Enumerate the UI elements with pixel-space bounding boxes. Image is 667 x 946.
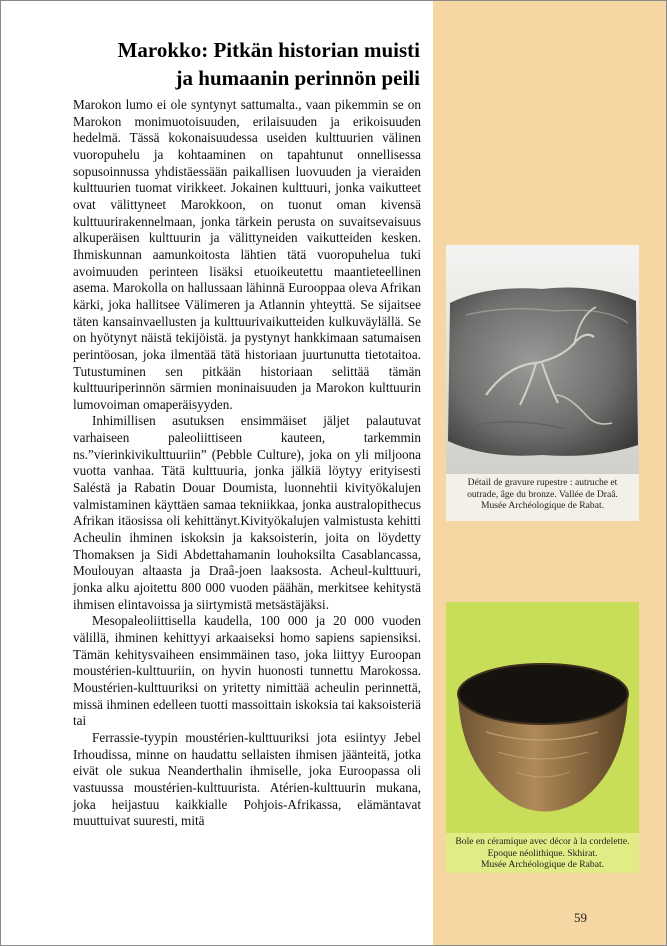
petroglyph-photo — [446, 245, 639, 474]
petroglyph-caption-line-2: outrade, âge du bronze. Vallée de Draâ. — [467, 488, 618, 500]
petroglyph-caption-line-3: Musée Archéologique de Rabat. — [480, 500, 605, 511]
paragraph-3: Mesopaleoliittisella kaudella, 100 000 ja 20 000 vuoden välillä, ihminen kehittyyi arkaaiseksi homo sapiens sapiensiksi. Tämän kehitysvaiheen ensimmäinen taso, joka liittyy Euroopan moustérien-kulttuuriin, on hyvin huonosti tunnettu Marokossa. Moustérien-kulttuuriksi on yritetty nimittää acheulin perinnettä, missä ihminen edelleen tuotti massoittain iskoksia tai kaksoisteriä tai — [73, 613, 421, 729]
article-title — [70, 36, 420, 92]
page-number: 59 — [574, 910, 587, 925]
petroglyph-caption — [446, 474, 639, 521]
bowl-caption-line-2: Epoque néolithique. Skhirat. — [487, 847, 598, 859]
bowl-figure — [446, 602, 639, 873]
bowl-caption — [446, 833, 639, 873]
title-line-1: Marokko: Pitkän historian muisti — [117, 38, 420, 62]
article-body — [73, 97, 421, 830]
paragraph-2: Inhimillisen asutuksen ensimmäiset jäljet palautuvat varhaiseen paleoliittiseen kauteen, tarkemmin ns.”vierinkivikulttuuriin” (Pebble Culture), joka on yli miljoona vuotta vanhaa. Tätä kulttuuria, jonka jälkiä löytyy erityisesti Saléstä ja Rabatin Douar Doumista, luonnehtii kivityökalujen valmistaminen käyttäen samaa tekniikkaa, jonka australopithecus Afrikan itäosissa oli kehittänyt.Kivityökalujen valmistusta kehitti Acheulin ihminen iskoksin ja kaksoisterin, joita on löydetty Thomaksen ja Sidi Abdettahamanin louhoksilta Casablancassa, Moulouyan altaasta ja Draâ-joen laaksosta. Acheul-kulttuuri, jonka alku ajoitettu 800 000 vuoden päähän, merkitsee kehitystä ihmisen elintavoissa ja siirtymistä metsästäjäksi. — [73, 413, 421, 612]
title-line-2: ja humaanin perinnön peili — [175, 66, 420, 90]
petroglyph-figure — [446, 245, 639, 521]
bowl-caption-line-1: Bole en céramique avec décor à la cordelette. — [455, 836, 630, 847]
bowl-caption-line-3: Musée Archéologique de Rabat. — [480, 859, 605, 870]
petroglyph-caption-line-1: Détail de gravure rupestre : autruche et — [467, 477, 618, 488]
bowl-photo — [446, 602, 639, 833]
paragraph-1: Marokon lumo ei ole syntynyt sattumalta., vaan pikemmin se on Marokon monimuotoisuuden, erilaisuuden ja erikoisuuden hedelmä. Tässä kokonaisuudessa useiden kulttuurien välinen vuoropuhelu ja kohtaaminen on tapahtunut onnellisessa sopusoinnussa yhdistäessään paikallisen luovuuden ja vieraiden kulttuurien tuomat virikkeet. Jokainen kulttuuri, jonka vaikutteet ovat välittyneet Marokkoon, on tuonut oman kivensä kulttuurirakennelmaan, jonka tärkein perusta on suvaitsevaisuus alkuperäisen kulttuurin ja välittyneiden vaikutteiden kesken. Ihmiskunnan aamunkoitosta lähtien tätä vuoropuhelua tuki avoimuuden perinteen lisäksi etuoikeutettu maantieteellinen asema. Marokolla on hallussaan lähinnä Eurooppaa oleva Afrikan kärki, joka hallitsee Välimeren ja Atlannin yhteyttä. Se sijaitsee täten kansainvaellusten ja kulttuurivaikutteiden kulkuväylällä. Se on hyötynyt näistä tekijöistä. ja pystynyt hankkimaan satumaisen perintöosan, joka ilmentää tätä historiaan juurtunutta tietotaitoa. Tutustuminen sen pitkään historiaan selittää tämän kulttuuriperinnön särmien moninaisuuden ja Marokon kulttuurin lumovoiman omaperäisyyden. — [73, 97, 421, 412]
paragraph-4: Ferrassie-tyypin moustérien-kulttuuriksi jota esiintyy Jebel Irhoudissa, minne on haudattu sellaisten ihmisen jäänteitä, jotka eivät ole sukua Neanderthalin ihmiselle, joka Euroopassa oli vastuussa moustérien-kulttuurista. Atérien-kulttuurin mukana, joka heijastuu kaikkialle Pohjois-Afrikassa, elämäntavat muuttuivat suuresti, mitä — [73, 729, 421, 829]
